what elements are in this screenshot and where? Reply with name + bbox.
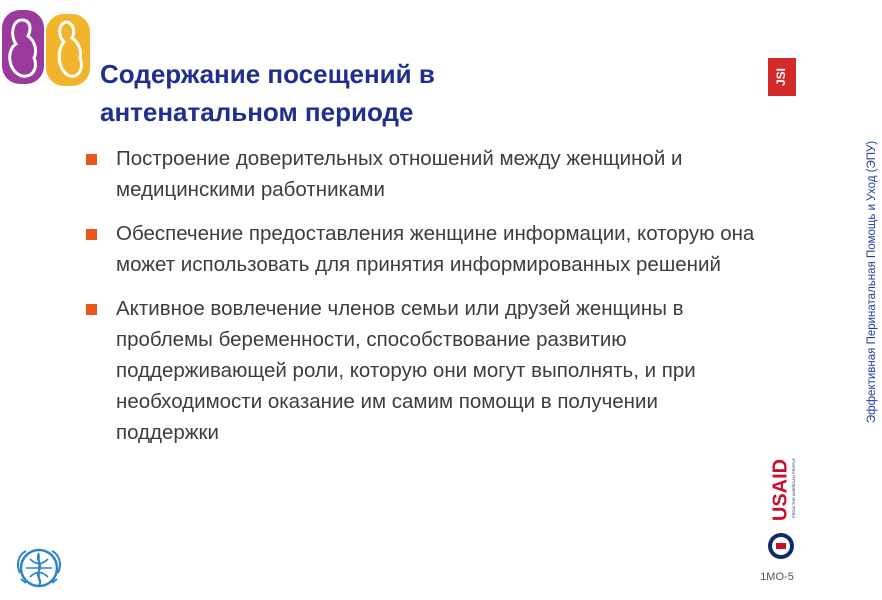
bullet-square-icon <box>86 229 97 240</box>
bullet-text: Обеспечение предоставления женщине информации, которую она может использовать для принятия информированных решений <box>116 222 755 276</box>
slide-number: 1МО-5 <box>760 571 794 583</box>
bullet-item <box>86 143 756 205</box>
title-line-1: Содержание посещений в <box>100 59 435 89</box>
bullet-text: Построение доверительных отношений между женщиной и медицинскими работниками <box>116 147 683 201</box>
title-line-2: антенатальном периоде <box>100 97 414 127</box>
slide-title <box>100 55 720 131</box>
vertical-caption: Эффективная Перинатальная Помощь и Уход (ЭПУ) <box>866 140 878 424</box>
bullet-item <box>86 293 756 448</box>
bullet-list <box>86 143 756 461</box>
bullet-item <box>86 218 756 280</box>
jsi-logo <box>768 58 796 96</box>
bullet-square-icon <box>86 304 97 315</box>
usaid-tagline: FROM THE AMERICAN PEOPLE <box>791 458 797 518</box>
jsi-logo-text: JSI <box>774 67 789 87</box>
pregnant-woman-logo <box>0 6 100 88</box>
bullet-text: Активное вовлечение членов семьи или друзей женщины в проблемы беременности, способствование развитию поддерживающей роли, которую они могут выполнять, и при необходимости оказание им самим помощи в получении поддержки <box>116 297 696 444</box>
usaid-logo-text: USAID <box>769 458 792 522</box>
bullet-square-icon <box>86 154 97 165</box>
who-emblem-icon <box>12 543 66 593</box>
usaid-logo <box>764 448 798 560</box>
